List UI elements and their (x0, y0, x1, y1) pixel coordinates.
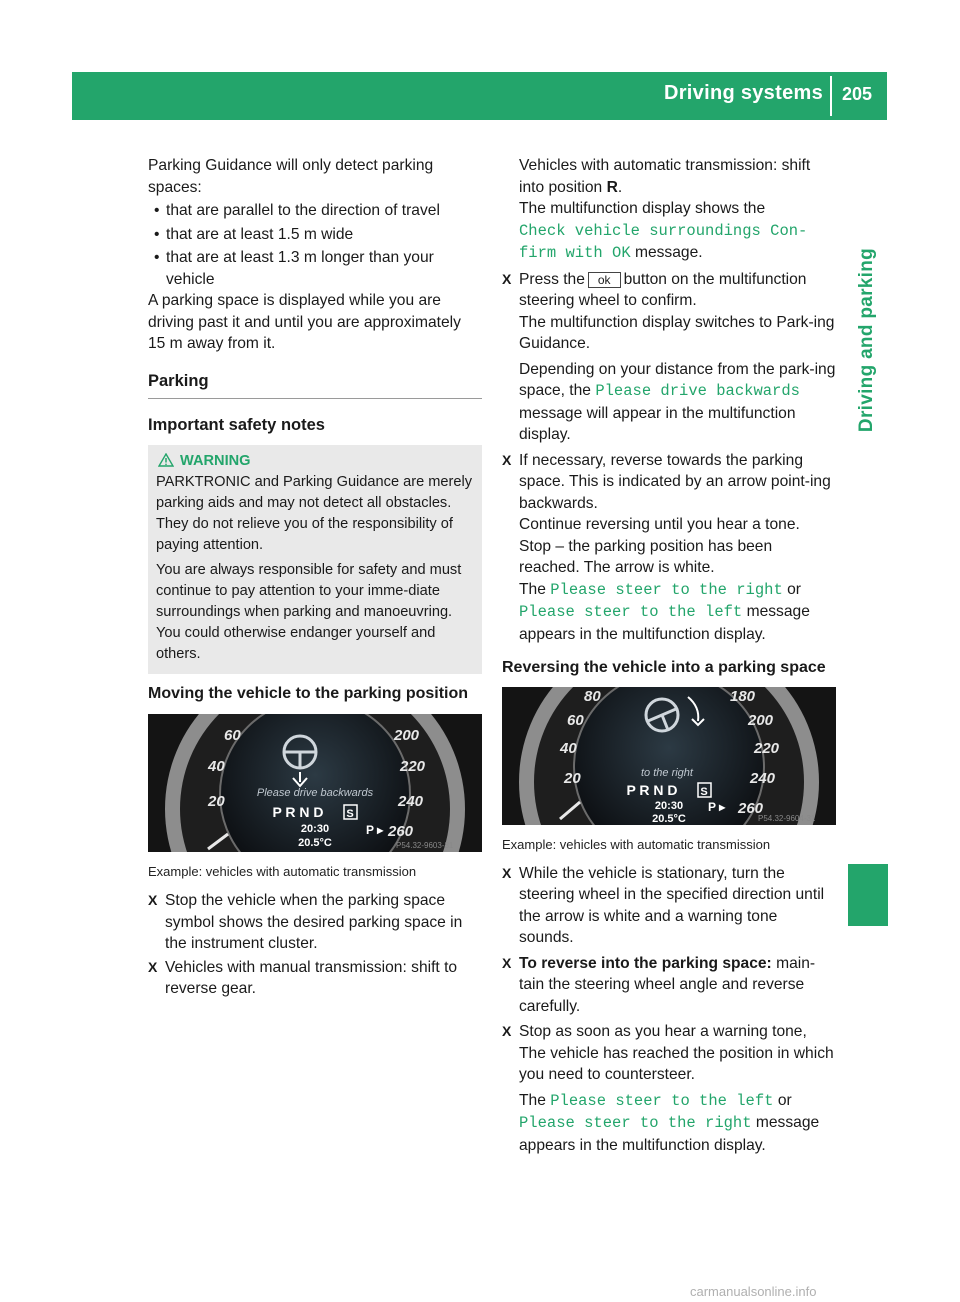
text-run: button on the multifunction steering wheel to confirm. (519, 270, 807, 309)
display-message: Check vehicle surroundings Con‐ (519, 221, 808, 240)
instruction-step (502, 269, 836, 312)
speed-label: 80 (584, 687, 601, 705)
body-text (502, 1090, 836, 1157)
text-run: Depending on your distance from the park-ing space, the (519, 360, 836, 399)
display-message: firm with OK (519, 244, 631, 262)
text-run: message (755, 1114, 820, 1131)
cluster-message: to the right (641, 766, 693, 779)
step-marker-icon: X (502, 864, 512, 881)
speed-label: 20 (564, 769, 581, 787)
warning-icon (158, 453, 174, 467)
text-run: or (787, 580, 801, 598)
step-marker-icon: X (502, 451, 512, 468)
step-marker-icon: X (502, 1023, 512, 1039)
display-message: Please steer to the right (550, 580, 783, 599)
speed-label: 60 (224, 727, 241, 744)
text-run: The (519, 580, 546, 598)
instrument-cluster-image (148, 714, 482, 852)
step-text: Stop as soon as you hear a warning tone, The vehicle has reached the position in which you need to countersteer. (519, 1023, 834, 1083)
speed-label: 200 (394, 727, 420, 744)
ok-button-icon: ok (588, 272, 621, 288)
text-run: Vehicles with automatic transmission: shift into position (519, 157, 811, 196)
display-note: A parking space is displayed while you are driving past it and until you are approximately 15 m away from it. (148, 292, 461, 352)
figure-caption: Example: vehicles with automatic transmission (502, 836, 771, 852)
instrument-cluster-image (502, 687, 836, 825)
right-column (502, 155, 836, 1156)
cluster-time: 20:30 (654, 799, 684, 812)
auto-shift-text: Vehicles with automatic transmission: shift into position R. (519, 157, 811, 196)
instruction-step (502, 1021, 836, 1086)
body-text (502, 359, 836, 446)
warning-text: You are always responsible for safety and must continue to pay attention to your imme-diate surroundings when parking and manoeuvring. You could otherwise endanger yourself and others. (156, 561, 462, 662)
text-run: message will appear in the multifunction display. (519, 404, 796, 443)
header-divider (830, 76, 832, 116)
side-tab-label: Driving and parking (856, 247, 877, 433)
gear-indicator: P R N D (272, 804, 324, 820)
reversing-heading: Reversing the vehicle into a parking space (502, 659, 826, 676)
display-message: Please drive backwards (595, 382, 800, 400)
safety-heading: Important safety notes (148, 416, 325, 434)
step-marker-icon: X (148, 958, 158, 975)
body-text (502, 579, 836, 646)
body-text: The multifunction display switches to Park-ing Guidance. (519, 313, 835, 352)
step-text: If necessary, reverse towards the parking space. This is indicated by an arrow point-ing backwards. (519, 451, 831, 512)
instruction-step (148, 890, 482, 955)
speed-label: 220 (754, 739, 780, 757)
step-text: While the vehicle is stationary, turn the steering wheel in the specified direction until the arrow is white and a warning tone sounds. (519, 864, 825, 946)
watermark: carmanualsonline.info (690, 1284, 817, 1299)
side-tab-marker (848, 864, 888, 926)
speed-label: 260 (388, 823, 414, 840)
cluster-message: Please drive backwards (256, 787, 374, 799)
display-message: Please steer to the right (519, 1114, 752, 1132)
warning-header (156, 451, 474, 472)
step-bold-text: To reverse into the parking space: (519, 954, 772, 972)
warning-box (148, 445, 482, 674)
section-title: Driving systems (663, 82, 823, 104)
cluster-illustration (148, 714, 482, 852)
svg-text:P ▸: P ▸ (708, 799, 726, 814)
cluster-time: 20:30 (300, 823, 330, 835)
body-text: Continue reversing until you hear a tone. (519, 516, 800, 533)
parking-heading: Parking (148, 371, 482, 400)
text-run: appears in the multifunction display. (519, 625, 766, 643)
instruction-step (502, 953, 836, 1018)
step-marker-icon: X (502, 270, 512, 287)
text-run: appears in the multifunction display. (519, 1136, 766, 1154)
display-message: Please steer to the left (519, 603, 743, 621)
list-item: • that are parallel to the direction of travel (148, 200, 482, 222)
step-marker-icon: X (148, 892, 158, 908)
instruction-step (502, 450, 836, 515)
text-run: message. (634, 244, 703, 261)
text-run: or (777, 1091, 792, 1109)
speed-label: 180 (730, 687, 756, 705)
list-item: • that are at least 1.5 m wide (148, 224, 482, 246)
mfd-text (502, 198, 836, 265)
warning-title: WARNING (180, 452, 251, 469)
body-text: Stop – the parking position has been reached. The arrow is white. (519, 537, 773, 576)
page-number: 205 (842, 84, 873, 104)
svg-text:P ▸: P ▸ (366, 823, 384, 837)
left-column (148, 155, 482, 1000)
text-run: message (746, 603, 810, 620)
cluster-illustration (502, 687, 836, 825)
svg-text:S: S (346, 808, 354, 820)
text-run: Press the (519, 270, 585, 288)
image-code: P54.32-9603-31 (396, 841, 454, 850)
list-item: • that are at least 1.3 m longer than your vehicle (148, 247, 482, 290)
speed-label: 220 (400, 758, 426, 775)
text-run: The (519, 1091, 546, 1109)
speed-label: 260 (738, 799, 764, 817)
intro-text: Parking Guidance will only detect parking spaces: (148, 157, 434, 196)
speed-label: 200 (748, 711, 774, 729)
warning-text: PARKTRONIC and Parking Guidance are merely parking aids and may not detect all obstacles. They do not relieve you of the responsibility of paying attention. (156, 473, 473, 553)
speed-label: 240 (750, 769, 776, 787)
speed-label: 240 (398, 793, 424, 810)
figure-caption: Example: vehicles with automatic transmission (148, 864, 417, 879)
image-code: P54.32-9604-31 (758, 813, 816, 823)
step-marker-icon: X (502, 954, 512, 971)
speed-label: 40 (208, 758, 225, 775)
cluster-temp: 20.5°C (652, 812, 686, 825)
display-message: Please steer to the left (550, 1091, 774, 1110)
gear-r: R (606, 178, 618, 196)
moving-heading: Moving the vehicle to the parking position (148, 684, 469, 702)
step-text: Vehicles with manual transmission: shift to reverse gear. (165, 958, 458, 997)
speed-label: 20 (208, 793, 225, 810)
speed-label: 40 (560, 739, 577, 757)
instruction-step (502, 863, 836, 949)
text-run: The multifunction display shows the (519, 200, 766, 217)
svg-text:S: S (700, 785, 708, 798)
step-text: main-tain the steering wheel angle and reverse carefully. (519, 954, 816, 1015)
speed-label: 60 (567, 711, 584, 729)
cluster-temp: 20.5°C (298, 837, 332, 849)
instruction-step (148, 957, 482, 1000)
step-text: Stop the vehicle when the parking space symbol shows the desired parking space in the instrument cluster. (165, 892, 463, 952)
gear-indicator: P R N D (626, 781, 678, 798)
